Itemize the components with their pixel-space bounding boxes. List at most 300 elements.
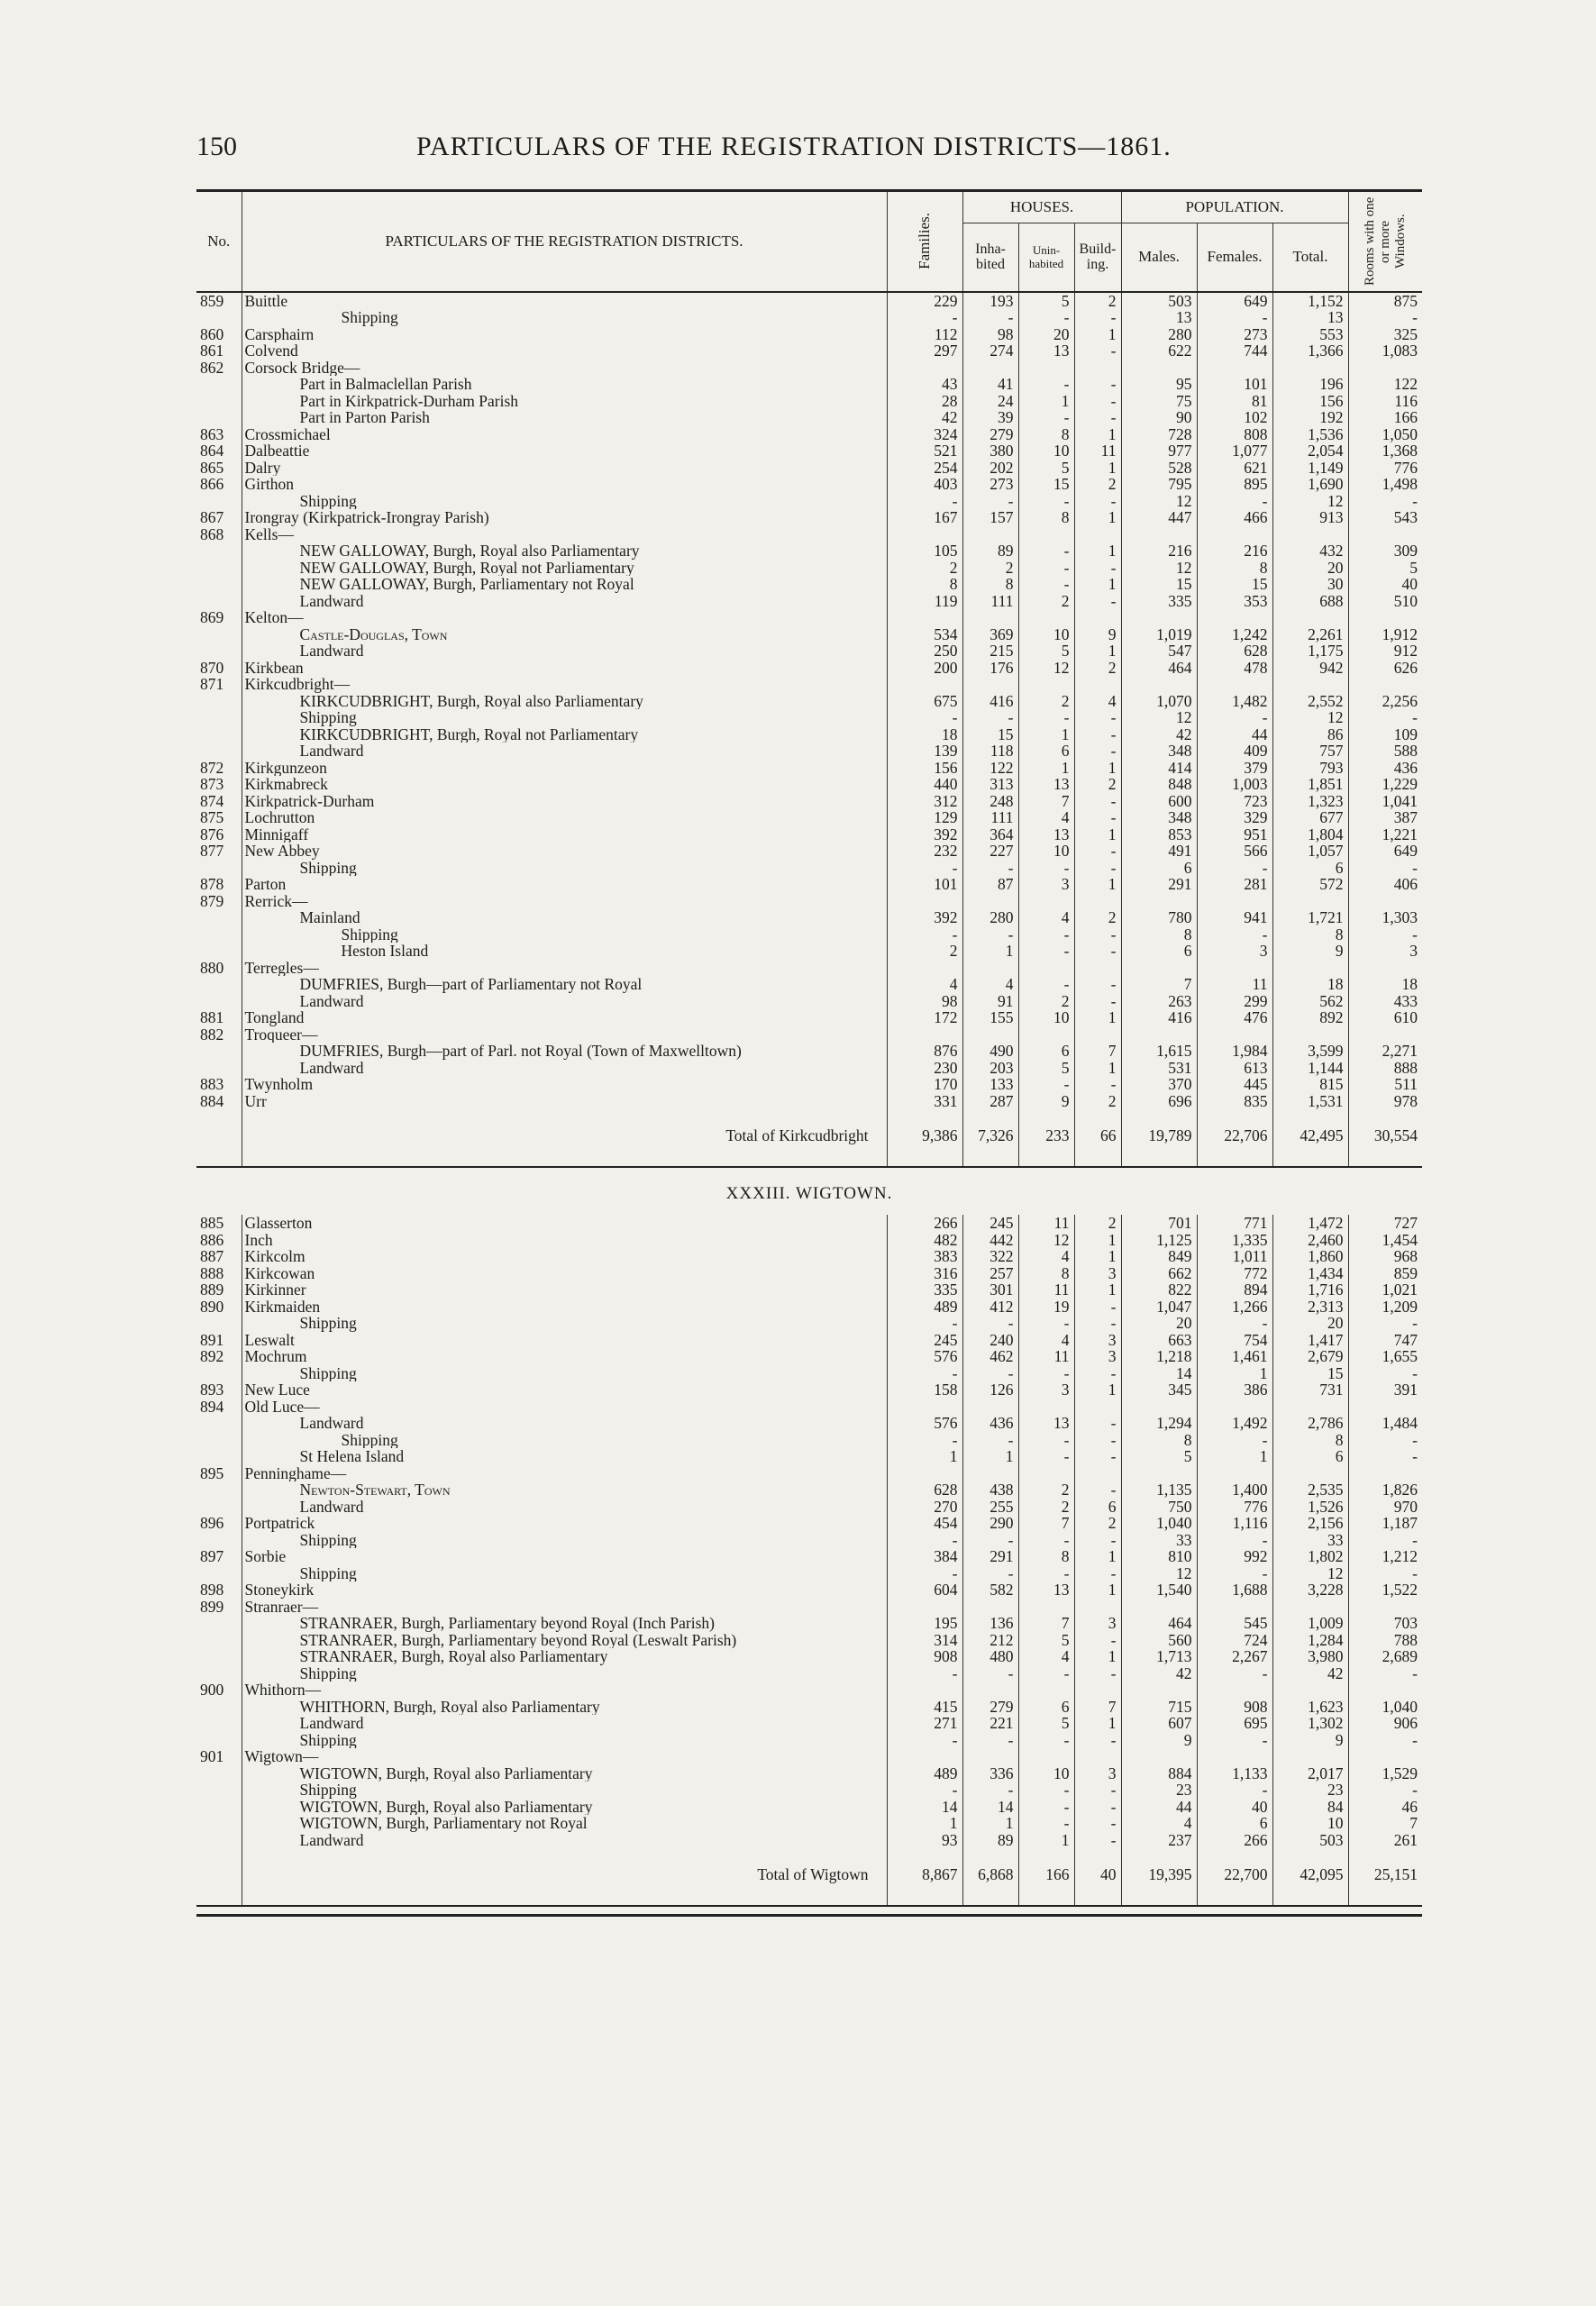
table-row (196, 876, 1422, 893)
row-males: 416 (1121, 1009, 1197, 1026)
row-building: 1 (1074, 1548, 1121, 1565)
row-total: 192 (1272, 409, 1348, 426)
row-females: 40 (1197, 1799, 1272, 1816)
row-name: Shipping (242, 1782, 887, 1799)
row-rooms: 626 (1348, 660, 1422, 677)
row-families: 230 (887, 1060, 962, 1077)
total-label: Total of Wigtown (242, 1848, 887, 1906)
total-inhabited: 7,326 (962, 1109, 1018, 1167)
row-total: 553 (1272, 326, 1348, 343)
row-building: - (1074, 342, 1121, 360)
row-name: Carsphairn (242, 326, 887, 343)
row-uninhabited: 5 (1018, 292, 1074, 310)
row-families: 335 (887, 1281, 962, 1299)
total-row-kirkcudbright (196, 1109, 1422, 1167)
row-number (196, 309, 242, 326)
row-males: 1,713 (1121, 1648, 1197, 1665)
row-rooms: 1,041 (1348, 793, 1422, 810)
row-name: Heston Island (242, 943, 887, 960)
row-building (1074, 609, 1121, 626)
total-rooms: 30,554 (1348, 1109, 1422, 1167)
row-males: 696 (1121, 1093, 1197, 1110)
row-inhabited: - (962, 1665, 1018, 1682)
row-number (196, 1799, 242, 1816)
row-families: 1 (887, 1815, 962, 1832)
row-rooms: 1,083 (1348, 342, 1422, 360)
row-females: 613 (1197, 1060, 1272, 1077)
row-males: 780 (1121, 909, 1197, 926)
row-rooms: 1,303 (1348, 909, 1422, 926)
table-row (196, 1265, 1422, 1282)
row-uninhabited: 2 (1018, 1481, 1074, 1499)
row-building: 3 (1074, 1765, 1121, 1782)
row-total: 1,366 (1272, 342, 1348, 360)
row-uninhabited: 4 (1018, 1648, 1074, 1665)
row-building: - (1074, 1481, 1121, 1499)
row-number (196, 1782, 242, 1799)
row-name: Penninghame— (242, 1465, 887, 1482)
row-inhabited: - (962, 926, 1018, 943)
row-males: 1,019 (1121, 626, 1197, 643)
row-total: 13 (1272, 309, 1348, 326)
row-females: 908 (1197, 1699, 1272, 1716)
row-families: 14 (887, 1799, 962, 1816)
row-total (1272, 1465, 1348, 1482)
row-inhabited: 255 (962, 1499, 1018, 1516)
row-females: 6 (1197, 1815, 1272, 1832)
row-females (1197, 893, 1272, 910)
row-females: 621 (1197, 460, 1272, 477)
table-row (196, 909, 1422, 926)
row-inhabited: 14 (962, 1799, 1018, 1816)
row-total: 1,152 (1272, 292, 1348, 310)
row-total: 1,804 (1272, 826, 1348, 843)
row-families: 876 (887, 1043, 962, 1060)
table-row (196, 993, 1422, 1010)
row-rooms: 727 (1348, 1215, 1422, 1232)
row-females: - (1197, 926, 1272, 943)
row-number (196, 560, 242, 577)
row-inhabited: 436 (962, 1415, 1018, 1432)
row-inhabited: 313 (962, 776, 1018, 793)
row-families: - (887, 1665, 962, 1682)
table-row (196, 1448, 1422, 1465)
row-females: 628 (1197, 643, 1272, 660)
row-families: 482 (887, 1232, 962, 1249)
row-uninhabited: - (1018, 493, 1074, 510)
row-total: 815 (1272, 1076, 1348, 1093)
row-name: NEW GALLOWAY, Burgh, Royal also Parliamentary (242, 542, 887, 560)
row-name: Landward (242, 1715, 887, 1732)
row-rooms: - (1348, 1315, 1422, 1332)
row-females: - (1197, 493, 1272, 510)
row-inhabited: 279 (962, 1699, 1018, 1716)
row-rooms: - (1348, 1532, 1422, 1549)
table-row (196, 660, 1422, 677)
table-row (196, 1365, 1422, 1382)
row-number (196, 693, 242, 710)
row-males (1121, 960, 1197, 977)
row-building: - (1074, 409, 1121, 426)
row-total: 562 (1272, 993, 1348, 1010)
row-rooms: 387 (1348, 809, 1422, 826)
row-name: Twynholm (242, 1076, 887, 1093)
row-rooms: 1,221 (1348, 826, 1422, 843)
row-males: 345 (1121, 1381, 1197, 1399)
row-males: 237 (1121, 1832, 1197, 1849)
row-females: 1 (1197, 1365, 1272, 1382)
row-inhabited: 245 (962, 1215, 1018, 1232)
row-number (196, 1648, 242, 1665)
table-row (196, 376, 1422, 393)
row-inhabited: 364 (962, 826, 1018, 843)
row-males: 1,294 (1121, 1415, 1197, 1432)
row-families: 28 (887, 393, 962, 410)
row-families: 604 (887, 1581, 962, 1599)
row-uninhabited: 8 (1018, 509, 1074, 526)
row-uninhabited: - (1018, 1782, 1074, 1799)
total-males: 19,395 (1121, 1848, 1197, 1906)
row-inhabited (962, 676, 1018, 693)
registration-districts-table (196, 189, 1422, 1907)
row-uninhabited: - (1018, 1448, 1074, 1465)
row-total: 2,786 (1272, 1415, 1348, 1432)
row-total: 1,009 (1272, 1615, 1348, 1632)
row-inhabited: - (962, 1782, 1018, 1799)
row-building: 1 (1074, 876, 1121, 893)
row-number (196, 593, 242, 610)
row-number (196, 643, 242, 660)
row-building (1074, 676, 1121, 693)
row-building: 3 (1074, 1265, 1121, 1282)
row-total: 503 (1272, 1832, 1348, 1849)
row-number: 879 (200, 892, 224, 909)
row-females: 353 (1197, 593, 1272, 610)
row-females: 44 (1197, 726, 1272, 743)
row-females: 1,077 (1197, 442, 1272, 460)
row-building: 2 (1074, 909, 1121, 926)
row-inhabited: - (962, 860, 1018, 877)
table-row (196, 793, 1422, 810)
total-females: 22,706 (1197, 1109, 1272, 1167)
row-uninhabited: 6 (1018, 743, 1074, 760)
row-uninhabited: 4 (1018, 1248, 1074, 1265)
row-inhabited: 248 (962, 793, 1018, 810)
row-name: Mainland (242, 909, 887, 926)
row-inhabited: 442 (962, 1232, 1018, 1249)
row-name: Tongland (242, 1009, 887, 1026)
row-uninhabited: 11 (1018, 1348, 1074, 1365)
row-uninhabited: 13 (1018, 776, 1074, 793)
page-number: 150 (196, 132, 237, 161)
row-inhabited: 118 (962, 743, 1018, 760)
row-building: 3 (1074, 1332, 1121, 1349)
header-families-label: Families. (915, 213, 933, 270)
row-families: 1 (887, 1448, 962, 1465)
row-males: 701 (1121, 1215, 1197, 1232)
total-no (196, 1848, 242, 1906)
row-rooms: 1,021 (1348, 1281, 1422, 1299)
table-row (196, 1232, 1422, 1249)
row-uninhabited: 8 (1018, 1265, 1074, 1282)
row-number: 894 (200, 1398, 224, 1415)
row-building (1074, 960, 1121, 977)
row-families: 489 (887, 1765, 962, 1782)
row-uninhabited (1018, 960, 1074, 977)
row-families: 908 (887, 1648, 962, 1665)
row-uninhabited: 13 (1018, 1415, 1074, 1432)
row-uninhabited: - (1018, 376, 1074, 393)
row-total: 432 (1272, 542, 1348, 560)
row-uninhabited: 11 (1018, 1215, 1074, 1232)
row-families: 331 (887, 1093, 962, 1110)
row-females: 476 (1197, 1009, 1272, 1026)
row-building: - (1074, 376, 1121, 393)
row-building: 1 (1074, 1581, 1121, 1599)
row-number (196, 860, 242, 877)
row-building: 1 (1074, 1648, 1121, 1665)
row-uninhabited: - (1018, 1076, 1074, 1093)
row-inhabited: 111 (962, 809, 1018, 826)
row-number: 890 (200, 1298, 224, 1315)
row-inhabited: 290 (962, 1515, 1018, 1532)
row-inhabited: - (962, 1365, 1018, 1382)
row-number: 900 (200, 1682, 224, 1699)
row-inhabited: - (962, 1432, 1018, 1449)
row-total: 33 (1272, 1532, 1348, 1549)
table-row (196, 860, 1422, 877)
row-number (196, 393, 242, 410)
row-building: - (1074, 926, 1121, 943)
row-families: 8 (887, 576, 962, 593)
row-inhabited: 193 (962, 292, 1018, 310)
row-total: 86 (1272, 726, 1348, 743)
row-uninhabited (1018, 360, 1074, 377)
table-row (196, 1481, 1422, 1499)
row-females: 2,267 (1197, 1648, 1272, 1665)
row-name: St Helena Island (242, 1448, 887, 1465)
row-females: - (1197, 1782, 1272, 1799)
row-total (1272, 1682, 1348, 1699)
row-families: 170 (887, 1076, 962, 1093)
header-total: Total. (1272, 223, 1348, 292)
row-uninhabited: 8 (1018, 1548, 1074, 1565)
row-name: Urr (242, 1093, 887, 1110)
row-females: 1,492 (1197, 1415, 1272, 1432)
row-number: 883 (200, 1076, 224, 1093)
row-inhabited: 221 (962, 1715, 1018, 1732)
row-females: 771 (1197, 1215, 1272, 1232)
wigtown-rows (196, 1215, 1422, 1848)
table-row (196, 326, 1422, 343)
row-rooms: - (1348, 860, 1422, 877)
row-number: 874 (200, 792, 224, 809)
row-number (196, 1532, 242, 1549)
row-females: 15 (1197, 576, 1272, 593)
row-females: 772 (1197, 1265, 1272, 1282)
row-building: - (1074, 1632, 1121, 1649)
row-building: 7 (1074, 1043, 1121, 1060)
row-building: 1 (1074, 509, 1121, 526)
row-total: 30 (1272, 576, 1348, 593)
row-number (196, 493, 242, 510)
total-total: 42,495 (1272, 1109, 1348, 1167)
row-building: 1 (1074, 826, 1121, 843)
row-females: 3 (1197, 943, 1272, 960)
row-number: 871 (200, 676, 224, 693)
row-total: 1,721 (1272, 909, 1348, 926)
row-total: 23 (1272, 1782, 1348, 1799)
row-name: KIRKCUDBRIGHT, Burgh, Royal not Parliamentary (242, 726, 887, 743)
row-males: 1,218 (1121, 1348, 1197, 1365)
row-building: 1 (1074, 1060, 1121, 1077)
row-name: Girthon (242, 476, 887, 493)
registration-table-container (196, 189, 1422, 1917)
row-name: KIRKCUDBRIGHT, Burgh, Royal also Parliamentary (242, 693, 887, 710)
row-name: Shipping (242, 1732, 887, 1749)
row-total: 196 (1272, 376, 1348, 393)
row-building: 1 (1074, 326, 1121, 343)
row-males: 1,135 (1121, 1481, 1197, 1499)
row-building: - (1074, 1832, 1121, 1849)
row-uninhabited (1018, 1748, 1074, 1765)
row-rooms: 1,522 (1348, 1581, 1422, 1599)
row-females: 11 (1197, 976, 1272, 993)
row-uninhabited: - (1018, 943, 1074, 960)
row-number (196, 976, 242, 993)
row-families (887, 609, 962, 626)
row-building (1074, 1599, 1121, 1616)
row-rooms (1348, 1465, 1422, 1482)
row-name: Castle-Douglas, Town (242, 626, 887, 643)
row-total: 15 (1272, 1365, 1348, 1382)
row-males: 20 (1121, 1315, 1197, 1332)
row-building: - (1074, 1565, 1121, 1582)
row-males: 464 (1121, 1615, 1197, 1632)
total-females: 22,700 (1197, 1848, 1272, 1906)
row-inhabited: 462 (962, 1348, 1018, 1365)
row-building: - (1074, 1448, 1121, 1465)
row-number (196, 1060, 242, 1077)
row-females: 273 (1197, 326, 1272, 343)
row-number (196, 1499, 242, 1516)
table-row (196, 1281, 1422, 1299)
row-females: 724 (1197, 1632, 1272, 1649)
row-females (1197, 360, 1272, 377)
row-uninhabited: 7 (1018, 1615, 1074, 1632)
row-uninhabited (1018, 526, 1074, 543)
row-rooms: 511 (1348, 1076, 1422, 1093)
table-row (196, 1648, 1422, 1665)
row-rooms: 1,484 (1348, 1415, 1422, 1432)
row-name: Kirkcolm (242, 1248, 887, 1265)
total-uninhabited: 233 (1018, 1109, 1074, 1167)
row-females: 329 (1197, 809, 1272, 826)
table-row (196, 776, 1422, 793)
row-females: 281 (1197, 876, 1272, 893)
row-number (196, 1665, 242, 1682)
table-row (196, 1381, 1422, 1399)
row-inhabited: 490 (962, 1043, 1018, 1060)
row-females: 266 (1197, 1832, 1272, 1849)
row-number (196, 993, 242, 1010)
row-name: Shipping (242, 1665, 887, 1682)
row-uninhabited: 12 (1018, 660, 1074, 677)
row-uninhabited: 10 (1018, 442, 1074, 460)
row-rooms: - (1348, 1732, 1422, 1749)
row-name: Portpatrick (242, 1515, 887, 1532)
row-inhabited: 133 (962, 1076, 1018, 1093)
table-row (196, 1009, 1422, 1026)
header-inhabited: Inha- bited (962, 223, 1018, 292)
row-name: Landward (242, 1060, 887, 1077)
row-inhabited: 41 (962, 376, 1018, 393)
row-number: 882 (200, 1025, 224, 1043)
table-row (196, 493, 1422, 510)
row-total: 2,156 (1272, 1515, 1348, 1532)
row-number: 859 (200, 291, 224, 309)
row-inhabited: 369 (962, 626, 1018, 643)
row-inhabited: - (962, 309, 1018, 326)
row-building: 1 (1074, 1715, 1121, 1732)
row-families: - (887, 1565, 962, 1582)
row-inhabited: 274 (962, 342, 1018, 360)
row-total: 1,802 (1272, 1548, 1348, 1565)
row-rooms: 978 (1348, 1093, 1422, 1110)
row-total: 1,526 (1272, 1499, 1348, 1516)
table-row (196, 809, 1422, 826)
row-name: WIGTOWN, Burgh, Royal also Parliamentary (242, 1799, 887, 1816)
row-rooms: 46 (1348, 1799, 1422, 1816)
row-building: 2 (1074, 776, 1121, 793)
row-uninhabited: 4 (1018, 809, 1074, 826)
row-number (196, 943, 242, 960)
row-name: Lochrutton (242, 809, 887, 826)
row-males: 263 (1121, 993, 1197, 1010)
row-total (1272, 1748, 1348, 1765)
header-no: No. (207, 232, 231, 250)
row-total: 1,434 (1272, 1265, 1348, 1282)
row-rooms: - (1348, 1448, 1422, 1465)
row-females: 566 (1197, 843, 1272, 860)
row-males: 662 (1121, 1265, 1197, 1282)
row-males: 853 (1121, 826, 1197, 843)
total-label: Total of Kirkcudbright (242, 1109, 887, 1167)
row-males: 42 (1121, 726, 1197, 743)
row-rooms: 1,454 (1348, 1232, 1422, 1249)
row-total: 1,531 (1272, 1093, 1348, 1110)
table-row (196, 542, 1422, 560)
row-building: 1 (1074, 460, 1121, 477)
table-row (196, 760, 1422, 777)
row-families: 254 (887, 460, 962, 477)
row-females (1197, 1748, 1272, 1765)
row-name: New Luce (242, 1381, 887, 1399)
row-building: - (1074, 493, 1121, 510)
row-inhabited: 582 (962, 1581, 1018, 1599)
table-row (196, 1499, 1422, 1516)
row-males: 795 (1121, 476, 1197, 493)
row-total: 1,284 (1272, 1632, 1348, 1649)
row-number: 886 (200, 1231, 224, 1248)
row-inhabited (962, 1399, 1018, 1416)
row-building (1074, 1748, 1121, 1765)
row-males: 7 (1121, 976, 1197, 993)
row-inhabited: - (962, 1565, 1018, 1582)
table-row (196, 960, 1422, 977)
table-row (196, 1076, 1422, 1093)
row-families (887, 1465, 962, 1482)
